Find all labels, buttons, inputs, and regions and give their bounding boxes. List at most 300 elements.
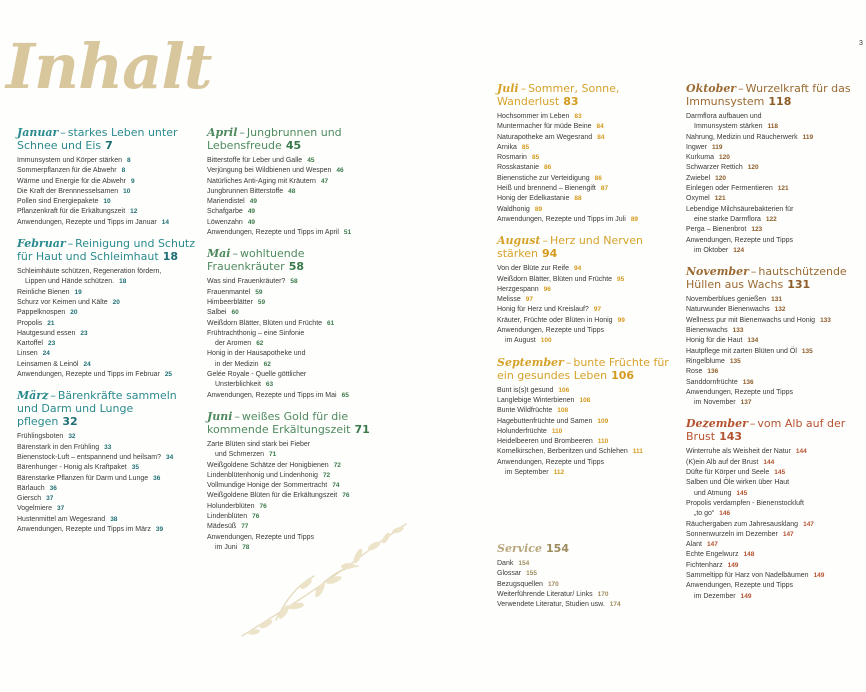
- entry-title: Rosmarin: [497, 154, 527, 162]
- entry-title: Kornelkirschen, Berberitzen und Schlehen: [497, 448, 628, 456]
- entry-page-number: 46: [336, 167, 344, 175]
- entry-title: Bunte Wildfrüchte: [497, 407, 553, 415]
- entry-title: Honig in der Hausapotheke und: [207, 350, 306, 358]
- toc-entry: [686, 205, 864, 215]
- entry-title: Wärme und Energie für die Abwehr: [17, 177, 126, 185]
- entry-title: Anwendungen, Rezepte und Tipps: [497, 458, 605, 466]
- toc-entry: [207, 450, 387, 460]
- toc-service-section: [497, 542, 677, 619]
- entry-page-number: 131: [771, 296, 783, 304]
- toc-entry: [686, 194, 864, 204]
- entry-page-number: 47: [320, 177, 329, 185]
- entry-title: Jungbrunnen Bitterstoffe: [207, 187, 284, 195]
- entry-title: Herzgespann: [497, 285, 539, 293]
- section-month: August: [497, 234, 541, 248]
- toc-section: [17, 126, 207, 228]
- section-page-number: 94: [542, 247, 558, 261]
- entry-page-number: 18: [119, 278, 127, 286]
- entry-title: im November: [694, 399, 736, 407]
- entry-page-number: 33: [104, 443, 112, 451]
- entry-page-number: 89: [630, 215, 639, 223]
- page-title: Inhalt: [6, 30, 212, 103]
- entry-title: Weißdorn Blätter, Blüten und Früchte: [207, 319, 323, 327]
- toc-section: [497, 542, 677, 610]
- entry-page-number: 89: [534, 205, 543, 213]
- entry-page-number: 62: [263, 360, 271, 368]
- entry-title: Vogelmiere: [17, 505, 53, 513]
- toc-entry: [497, 163, 682, 173]
- entry-title: Hochsommer im Leben: [497, 113, 570, 120]
- toc-entry: [686, 153, 864, 163]
- entry-page-number: 49: [247, 208, 256, 216]
- section-page-number: 83: [563, 95, 579, 108]
- entry-page-number: 144: [763, 458, 775, 466]
- entry-page-number: 123: [751, 226, 763, 234]
- entry-page-number: 145: [736, 489, 748, 497]
- toc-entry: [497, 447, 682, 457]
- entry-page-number: 137: [740, 399, 752, 407]
- toc-entry: [686, 561, 864, 571]
- entry-page-number: 84: [597, 133, 605, 141]
- entry-page-number: 60: [231, 309, 239, 317]
- toc-entry: [686, 326, 864, 336]
- entry-title: Weißdorn Blätter, Blüten und Früchte: [497, 275, 613, 283]
- entry-title: Unsterblichkeit: [215, 381, 261, 389]
- toc-entry: [17, 207, 207, 217]
- entry-title: Lebendige Milchsäurebakterien für: [686, 205, 794, 213]
- entry-title: Anwendungen, Rezepte und Tipps: [686, 582, 794, 590]
- entry-title: Arnika: [497, 143, 517, 151]
- entry-page-number: 147: [803, 520, 814, 528]
- entry-title: Vollmundige Honige der Sommertracht: [207, 482, 328, 490]
- entry-page-number: 19: [74, 288, 82, 296]
- entry-page-number: 110: [597, 438, 609, 446]
- entry-page-number: 23: [80, 329, 88, 337]
- entry-title: Sommerpflanzen für die Abwehr: [17, 167, 117, 175]
- toc-entry: [17, 308, 207, 318]
- entry-page-number: 9: [130, 177, 135, 185]
- entry-title: Dank: [497, 560, 514, 567]
- toc-entry: [686, 357, 864, 367]
- entry-title: in der Medizin: [215, 360, 259, 368]
- entry-title: Darmflora aufbauen und: [686, 113, 762, 120]
- entry-page-number: 121: [777, 185, 789, 193]
- toc-entry: [207, 391, 387, 401]
- toc-entry: [17, 218, 207, 228]
- section-heading: [207, 126, 387, 152]
- section-month: Oktober: [686, 82, 737, 95]
- entry-page-number: 32: [68, 433, 76, 441]
- toc-entry: [686, 305, 864, 315]
- entry-page-number: 106: [558, 386, 570, 394]
- section-dash: –: [750, 265, 757, 279]
- toc-entry: [497, 326, 682, 336]
- section-subtitle: wohltuende Frauenkräuter: [207, 247, 305, 274]
- toc-entry: [497, 396, 682, 406]
- entry-title: Naturwunder Bienenwachs: [686, 306, 770, 314]
- entry-title: Einlegen oder Fermentieren: [686, 185, 773, 193]
- toc-entry: [17, 494, 207, 504]
- entry-title: Glossar: [497, 570, 522, 578]
- entry-title: Gelée Royale - Quelle göttlicher: [207, 371, 307, 379]
- entry-title: Kräuter, Früchte oder Blüten in Honig: [497, 316, 613, 324]
- section-heading: [207, 410, 387, 436]
- entry-title: Langlebige Winterbienen: [497, 396, 575, 404]
- section-month: April: [207, 126, 238, 139]
- entry-page-number: 34: [166, 453, 174, 461]
- entry-title: Anwendungen, Rezepte und Tipps im März: [17, 526, 151, 534]
- entry-title: Natürliches Anti-Aging mit Kräutern: [207, 177, 316, 185]
- entry-title: im Juni: [215, 543, 238, 551]
- toc-entry: [497, 600, 677, 610]
- toc-entry: [686, 592, 864, 602]
- entry-title: Wellness pur mit Bienenwachs und Honig: [686, 316, 816, 324]
- section-month: Juni: [207, 409, 233, 423]
- section-page-number: 131: [787, 278, 811, 292]
- entry-title: Muntermacher für müde Beine: [497, 123, 592, 131]
- entry-title: Immunsystem stärken: [694, 123, 763, 131]
- entry-page-number: 120: [719, 154, 730, 162]
- entry-page-number: 85: [531, 154, 540, 162]
- toc-entry: [497, 112, 682, 122]
- entry-title: Linsen: [17, 350, 38, 358]
- toc-entry: [497, 437, 682, 447]
- section-subtitle: Herz und Nerven stärken: [497, 234, 644, 261]
- entry-title: Schleimhäute schützen, Regeneration fördern,: [17, 268, 162, 276]
- toc-entry: [207, 491, 387, 501]
- entry-page-number: 96: [543, 285, 551, 293]
- toc-entry: [497, 468, 682, 478]
- toc-entry: [686, 236, 864, 246]
- entry-title: Räuchergaben zum Jahresausklang: [686, 520, 799, 528]
- toc-entry: [686, 133, 864, 143]
- section-dash: –: [738, 82, 744, 95]
- entry-page-number: 21: [47, 319, 55, 327]
- entry-title: Heiß und brennend – Bienengift: [497, 185, 596, 193]
- entry-title: Anwendungen, Rezepte und Tipps: [207, 533, 315, 541]
- entry-page-number: 65: [341, 391, 349, 399]
- entry-title: Heidelbeeren und Brombeeren: [497, 438, 593, 446]
- entry-page-number: 76: [252, 513, 260, 521]
- entry-title: im August: [505, 337, 536, 345]
- entry-page-number: 38: [110, 515, 118, 523]
- toc-entry: [686, 458, 864, 468]
- toc-entry: [497, 336, 682, 346]
- entry-page-number: 134: [747, 337, 759, 345]
- entry-page-number: 120: [747, 164, 759, 172]
- toc-entry: [17, 187, 207, 197]
- entry-page-number: 45: [307, 157, 315, 164]
- section-dash: –: [50, 389, 56, 403]
- toc-entry: [207, 339, 387, 349]
- section-title: Service: [497, 542, 543, 555]
- toc-entry: [497, 305, 682, 315]
- toc-entry: [17, 177, 207, 187]
- entry-title: Propolis: [17, 319, 43, 327]
- entry-page-number: 10: [123, 187, 131, 195]
- entry-page-number: 136: [707, 368, 719, 376]
- entry-page-number: 87: [600, 185, 609, 193]
- toc-entry: [686, 489, 864, 499]
- toc-entry: [686, 540, 864, 550]
- entry-title: Löwenzahn: [207, 218, 243, 226]
- toc-entry: [17, 525, 207, 535]
- toc-entry: [497, 153, 682, 163]
- toc-entry: [497, 417, 682, 427]
- entry-page-number: 170: [547, 580, 559, 588]
- toc-entry: [686, 347, 864, 357]
- toc-entry: [686, 122, 864, 132]
- entry-page-number: 133: [732, 327, 744, 335]
- section-heading: [497, 234, 677, 260]
- entry-title: Schurz vor Keimen und Kälte: [17, 298, 108, 306]
- section-subtitle: Jungbrunnen und Lebensfreude: [207, 126, 342, 152]
- entry-page-number: 61: [327, 319, 335, 327]
- entry-title: Rose: [686, 368, 703, 376]
- entry-page-number: 133: [820, 316, 831, 324]
- section-dash: –: [520, 82, 527, 95]
- entry-page-number: 86: [594, 174, 602, 182]
- entry-page-number: 63: [265, 381, 274, 389]
- section-page-number: 18: [162, 250, 178, 264]
- toc-section: [17, 237, 207, 380]
- toc-entry: [17, 166, 207, 176]
- entry-title: Fichtenharz: [686, 561, 723, 569]
- entry-page-number: 174: [609, 601, 621, 609]
- toc-entry: [686, 246, 864, 256]
- entry-title: Salben und Öle wirken über Haut: [686, 479, 790, 487]
- entry-title: Reinliche Bienen: [17, 288, 70, 296]
- entry-title: Hagebuttenfrüchte und Samen: [497, 417, 593, 425]
- entry-title: Giersch: [17, 495, 42, 503]
- entry-title: Rosskastanie: [497, 164, 540, 172]
- entry-title: im Oktober: [694, 246, 729, 254]
- toc-entry: [207, 288, 387, 298]
- entry-page-number: 59: [257, 298, 266, 306]
- entry-title: Waldhonig: [497, 205, 530, 213]
- page-number: 3: [859, 40, 863, 47]
- entry-page-number: 14: [161, 218, 169, 226]
- toc-entry: [686, 163, 864, 173]
- entry-page-number: 147: [706, 541, 718, 549]
- entry-title: Oxymel: [686, 195, 710, 203]
- entry-page-number: 94: [574, 265, 582, 273]
- entry-title: Bezugsquellen: [497, 580, 543, 588]
- toc-entry: [686, 447, 864, 457]
- entry-page-number: 118: [767, 123, 778, 131]
- entry-page-number: 37: [57, 505, 65, 513]
- entry-title: Hautgesund essen: [17, 329, 76, 337]
- section-month: September: [497, 355, 564, 369]
- entry-page-number: 132: [774, 306, 786, 314]
- entry-page-number: 36: [49, 484, 57, 492]
- section-dash: –: [239, 126, 245, 139]
- entry-page-number: 122: [765, 215, 777, 223]
- toc-section: [207, 247, 387, 401]
- toc-entry: [207, 380, 387, 390]
- section-page-number: 118: [768, 95, 792, 108]
- entry-page-number: 37: [46, 495, 54, 503]
- entry-page-number: 119: [802, 133, 814, 141]
- toc-entry: [207, 218, 387, 228]
- toc-entry: [17, 197, 207, 207]
- entry-title: der Aromen: [215, 340, 252, 348]
- entry-title: Bienenwachs: [686, 327, 728, 335]
- toc-column-2: [207, 126, 387, 562]
- toc-entry: [207, 481, 387, 491]
- entry-title: Mariendistel: [207, 198, 245, 206]
- entry-title: Holunderfrüchte: [497, 427, 547, 435]
- section-heading: [686, 265, 866, 291]
- section-subtitle: Reinigung und Schutz für Haut und Schleimhaut: [17, 237, 196, 264]
- toc-entry: [207, 187, 387, 197]
- entry-title: „to go“: [694, 510, 715, 518]
- toc-entry: [686, 215, 864, 225]
- entry-title: Anwendungen, Rezepte und Tipps: [686, 388, 794, 396]
- toc-entry: [17, 504, 207, 514]
- entry-page-number: 108: [557, 407, 569, 415]
- toc-entry: [686, 184, 864, 194]
- entry-page-number: 124: [733, 246, 745, 254]
- entry-page-number: 149: [740, 592, 752, 600]
- section-heading: [497, 82, 677, 108]
- entry-title: im September: [505, 469, 549, 477]
- entry-title: Sammeltipp für Harz von Nadelbäumen: [686, 571, 809, 579]
- toc-entry: [686, 581, 864, 591]
- entry-page-number: 48: [288, 187, 296, 195]
- toc-entry: [207, 308, 387, 318]
- entry-title: Anwendungen, Rezepte und Tipps im Juli: [497, 215, 626, 223]
- entry-title: Von der Blüte zur Reife: [497, 265, 569, 273]
- entry-title: Leinsamen & Leinöl: [17, 360, 79, 368]
- entry-page-number: 51: [343, 229, 352, 237]
- section-page-number: 143: [719, 430, 743, 444]
- toc-entry: [497, 194, 682, 204]
- entry-page-number: 76: [342, 492, 350, 500]
- toc-entry: [207, 277, 387, 287]
- toc-entry: [686, 571, 864, 581]
- entry-page-number: 35: [131, 464, 139, 472]
- toc-entry: [686, 336, 864, 346]
- entry-title: Honig für Herz und Kreislauf?: [497, 306, 589, 314]
- section-subtitle: Wurzelkraft für das Immunsystem: [686, 82, 851, 108]
- entry-title: Himbeerblätter: [207, 298, 253, 306]
- entry-title: Propolis verdampfen - Bienenstockluft: [686, 499, 804, 507]
- section-heading: [17, 126, 197, 152]
- entry-page-number: 24: [83, 360, 91, 368]
- entry-page-number: 74: [332, 482, 340, 490]
- toc-entry: [207, 370, 387, 380]
- toc-entry: [497, 215, 682, 225]
- entry-page-number: 145: [774, 469, 786, 477]
- section-subtitle: vom Alb auf der Brust: [686, 417, 846, 444]
- toc-entry: [497, 143, 682, 153]
- toc-entry: [497, 580, 677, 590]
- entry-page-number: 120: [715, 174, 726, 182]
- toc-column-1: [17, 126, 207, 544]
- section-page-number: 106: [611, 368, 635, 382]
- entry-page-number: 170: [597, 590, 609, 598]
- toc-entry: [497, 316, 682, 326]
- section-subtitle: Bärenkräfte sammeln und Darm und Lunge pflegen: [17, 389, 177, 429]
- entry-title: Immunsystem und Körper stärken: [17, 157, 123, 164]
- toc-entry: [686, 112, 864, 122]
- toc-entry: [17, 370, 207, 380]
- entry-page-number: 112: [553, 469, 565, 477]
- entry-page-number: 77: [241, 523, 249, 531]
- entry-title: Lippen und Hände schützen.: [25, 278, 115, 286]
- entry-page-number: 155: [526, 570, 537, 578]
- entry-page-number: 97: [593, 306, 602, 314]
- toc-entry: [497, 406, 682, 416]
- entry-page-number: 146: [719, 510, 731, 518]
- entry-title: Verjüngung bei Wildbienen und Wespen: [207, 167, 332, 175]
- section-page-number: 32: [62, 415, 78, 429]
- section-dash: –: [749, 417, 756, 431]
- toc-section: [686, 417, 864, 601]
- entry-page-number: 135: [801, 347, 813, 355]
- toc-entry: [207, 319, 387, 329]
- toc-entry: [207, 228, 387, 238]
- toc-entry: [207, 298, 387, 308]
- section-dash: –: [234, 409, 240, 423]
- toc-entry: [686, 520, 864, 530]
- entry-page-number: 20: [70, 309, 78, 317]
- entry-title: Weißgoldene Blüten für die Erkältungszeit: [207, 492, 338, 500]
- entry-title: Anwendungen, Rezepte und Tipps im Januar: [17, 218, 157, 226]
- entry-title: Ingwer: [686, 143, 708, 151]
- entry-page-number: 95: [617, 275, 625, 283]
- toc-entry: [497, 184, 682, 194]
- toc-section: [686, 265, 864, 408]
- entry-title: Kartoffel: [17, 340, 43, 348]
- section-heading: [497, 542, 677, 555]
- entry-title: Verwendete Literatur, Studien usw.: [497, 601, 605, 609]
- toc-section: [207, 126, 387, 238]
- toc-entry: [686, 398, 864, 408]
- entry-title: Anwendungen, Rezepte und Tipps im Februar: [17, 371, 160, 379]
- entry-title: Düfte für Körper und Seele: [686, 469, 770, 477]
- toc-entry: [686, 316, 864, 326]
- entry-page-number: 72: [333, 461, 341, 469]
- toc-entry: [686, 143, 864, 153]
- entry-title: Bienenstiche zur Verteidigung: [497, 174, 590, 182]
- toc-entry: [207, 197, 387, 207]
- toc-entry: [686, 367, 864, 377]
- section-heading: [17, 237, 197, 263]
- entry-title: Sonnenwurzeln im Dezember: [686, 530, 778, 538]
- entry-title: und Schmerzen: [215, 451, 265, 459]
- toc-section: [497, 234, 682, 346]
- entry-page-number: 147: [782, 530, 794, 538]
- section-subtitle: hautschützende Hüllen aus Wachs: [686, 265, 847, 292]
- entry-page-number: 84: [596, 123, 604, 131]
- entry-title: Salbei: [207, 309, 227, 317]
- entry-title: Hautpflege mit zarten Blüten und Öl: [686, 347, 797, 355]
- entry-page-number: 20: [112, 298, 120, 306]
- toc-entry: [207, 329, 387, 339]
- section-dash: –: [60, 126, 66, 139]
- entry-title: Perga – Bienenbrot: [686, 226, 747, 234]
- entry-page-number: 62: [256, 340, 264, 348]
- entry-page-number: 136: [742, 378, 754, 386]
- toc-entry: [497, 295, 682, 305]
- toc-entry: [686, 174, 864, 184]
- section-subtitle: weißes Gold für die kommende Erkältungszeit: [207, 409, 351, 436]
- section-month: Dezember: [686, 417, 748, 431]
- toc-entry: [497, 285, 682, 295]
- entry-title: Melisse: [497, 296, 521, 304]
